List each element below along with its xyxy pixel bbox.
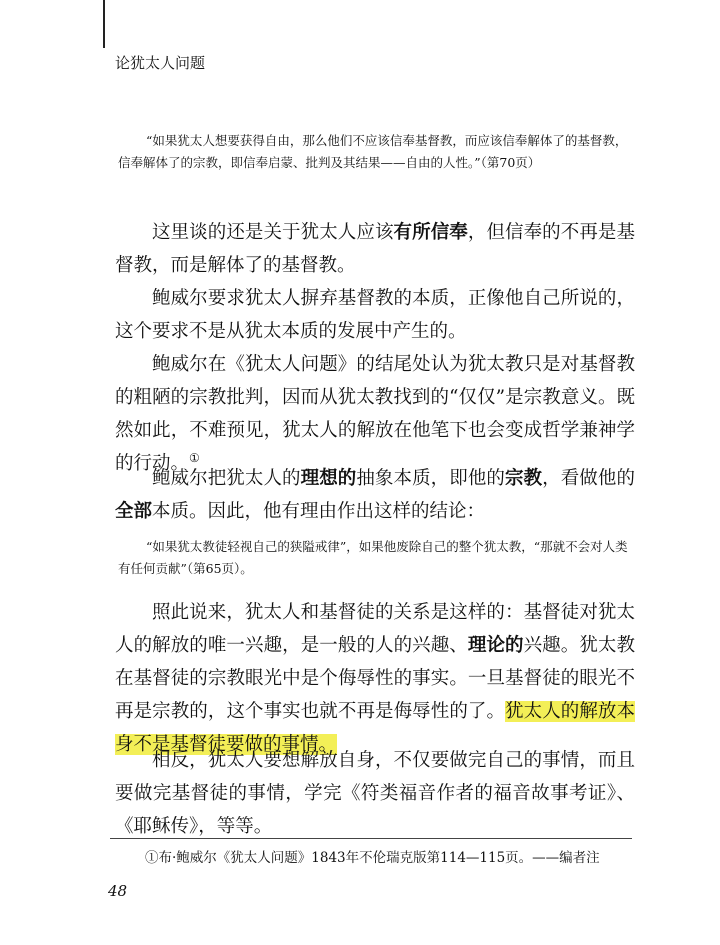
page-number: 48 <box>108 882 128 900</box>
highlighted-text: 犹太人的解放本身不是基督徒要做的事情。 <box>115 701 635 755</box>
paragraph: 鲍威尔在《犹太人问题》的结尾处认为犹太教只是对基督教的粗陋的宗教批判，因而从犹太教找到的“仅仅”是宗教意义。既然如此，不难预见，犹太人的解放在他笔下也会变成哲学兼神学的行动。① <box>115 354 635 474</box>
emphasis: 有所信奉 <box>393 222 468 243</box>
footnote: ①布·鲍威尔《犹太人问题》1843年不伦瑞克版第114—115页。——编者注 <box>145 850 600 866</box>
running-title: 论犹太人问题 <box>115 54 206 72</box>
block-quote: “如果犹太人想要获得自由，那么他们不应该信奉基督教，而应该信奉解体了的基督教，信奉解体了的宗教，即信奉启蒙、批判及其结果——自由的人性。”（第70页） <box>118 133 628 170</box>
paragraph: 鲍威尔要求犹太人摒弃基督教的本质，正像他自己所说的，这个要求不是从犹太本质的发展中产生的。 <box>115 288 635 342</box>
emphasis: 理想的 <box>300 468 357 489</box>
footnote-divider <box>110 838 632 839</box>
footnote-marker: ① <box>189 450 200 465</box>
emphasis: 全部 <box>115 501 153 522</box>
paragraph: 照此说来，犹太人和基督徒的关系是这样的：基督徒对犹太人的解放的唯一兴趣，是一般的人的兴趣、理论的兴趣。犹太教在基督徒的宗教眼光中是个侮辱性的事实。一旦基督徒的眼光不再是宗教的，这个事实也就不再是侮辱性的了。犹太人的解放本身不是基督徒要做的事情。 <box>115 602 635 755</box>
paragraph: 相反，犹太人要想解放自身，不仅要做完自己的事情，而且要做完基督徒的事情，学完《符类福音作者的福音故事考证》、《耶稣传》，等等。 <box>115 750 635 837</box>
margin-rule <box>103 0 105 48</box>
emphasis: 理论的 <box>467 635 524 656</box>
block-quote: “如果犹太教徒轻视自己的狭隘戒律”，如果他废除自己的整个犹太教，“那就不会对人类有任何贡献”（第65页）。 <box>118 539 628 576</box>
paragraph: 这里谈的还是关于犹太人应该有所信奉，但信奉的不再是基督教，而是解体了的基督教。 <box>115 222 635 276</box>
paragraph: 鲍威尔把犹太人的理想的抽象本质，即他的宗教，看做他的全部本质。因此，他有理由作出这样的结论： <box>115 468 635 522</box>
emphasis: 宗教 <box>504 468 543 489</box>
